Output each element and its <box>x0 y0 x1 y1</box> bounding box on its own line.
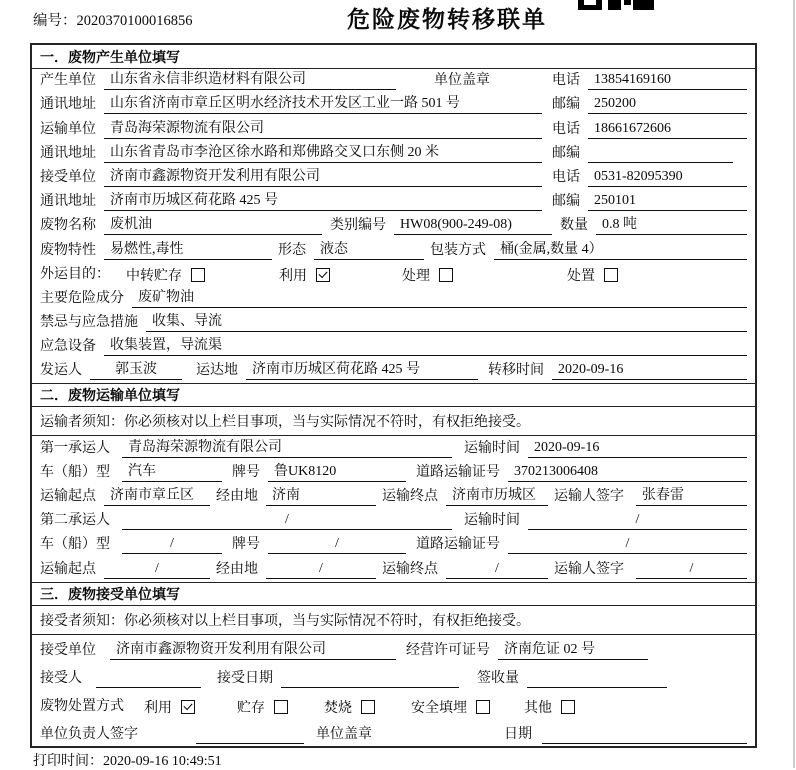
checkbox-treat-icon <box>439 268 453 282</box>
qr-block <box>633 0 654 10</box>
option-label: 贮存 <box>237 700 265 716</box>
vehicle2-license: / <box>508 535 747 554</box>
qr-code-fragment-icon <box>578 0 654 10</box>
row-route2 <box>32 557 755 581</box>
packing-label: 包装方式 <box>430 242 486 258</box>
purpose-option-treat <box>402 266 453 284</box>
option-label: 利用 <box>144 700 172 716</box>
shipper-value: 郭玉波 <box>90 361 182 380</box>
permit-label: 经营许可证号 <box>406 642 490 658</box>
row-producer-address <box>32 93 755 117</box>
option-label: 处置 <box>567 268 595 284</box>
vehicle-type-label: 车（船）型 <box>40 464 110 480</box>
row-waste-traits <box>32 238 755 262</box>
taboo-value: 收集、导流 <box>146 313 747 332</box>
vehicle2-type: / <box>122 535 222 554</box>
disposal-option-incinerate <box>324 698 375 716</box>
section2-notice: 运输者须知：你必须核对以上栏目事项，当与实际情况不符时，有权拒绝接受。 <box>32 407 755 436</box>
carrier2-label: 第二承运人 <box>40 513 110 529</box>
origin-label: 运输起点 <box>40 561 96 577</box>
option-label: 焚烧 <box>324 700 352 716</box>
purpose-label: 外运目的： <box>40 266 110 282</box>
seal-label: 单位盖章 <box>434 73 490 89</box>
producer-value: 山东省永信非织造材料有限公司 <box>104 71 396 90</box>
option-label: 安全填埋 <box>411 700 467 716</box>
row-shipper <box>32 359 755 383</box>
section2-heading: 二．废物运输单位填写 <box>32 383 755 407</box>
page-title: 危险废物转移联单 <box>347 7 547 32</box>
destination-value: 济南市历城区荷花路 425 号 <box>246 361 478 380</box>
print-time-value: 2020-09-16 10:49:51 <box>103 754 222 769</box>
route2-terminus: / <box>446 560 548 579</box>
receiver-postal: 250101 <box>588 192 747 211</box>
permit-value: 济南危证 02 号 <box>498 641 648 660</box>
via-label: 经由地 <box>216 489 258 504</box>
row-producer <box>32 69 755 93</box>
producer-phone: 13854169160 <box>588 71 747 90</box>
disposal-option-store <box>237 698 288 716</box>
transport-time-label: 运输时间 <box>464 440 520 456</box>
producer-address-value: 山东省济南市章丘区明水经济技术开发区工业一路 501 号 <box>104 95 542 114</box>
responsible-sign-value <box>196 726 304 744</box>
serial-label: 编号： <box>33 13 77 29</box>
transporter-address-value: 山东省青岛市李沧区徐水路和郑佛路交叉口东侧 20 米 <box>104 144 542 163</box>
receiver-phone: 0531-82095390 <box>588 168 747 187</box>
row-purpose <box>32 263 755 287</box>
hazard-value: 废矿物油 <box>132 289 747 308</box>
checkbox-incinerate-icon <box>361 700 375 714</box>
receiver-value: 济南市鑫源物资开发利用有限公司 <box>104 168 542 187</box>
disposal-label: 废物处置方式 <box>40 698 124 714</box>
transfer-manifest-form <box>30 43 757 748</box>
via-label: 经由地 <box>216 561 258 577</box>
phone-label: 电话 <box>552 73 580 89</box>
quantity-label: 数量 <box>560 218 588 234</box>
road-license-label: 道路运输证号 <box>416 537 500 553</box>
receiver-address-value: 济南市历城区荷花路 425 号 <box>104 192 542 211</box>
row-waste-name <box>32 214 755 238</box>
origin-label: 运输起点 <box>40 489 96 504</box>
disposal-option-use <box>144 698 195 716</box>
transfer-time-value: 2020-09-16 <box>552 361 747 380</box>
carrier2-time: / <box>528 511 747 530</box>
phone-label: 电话 <box>552 169 580 185</box>
option-label: 利用 <box>279 268 307 284</box>
checkbox-store-icon <box>274 700 288 714</box>
address-label: 通讯地址 <box>40 145 96 161</box>
producer-postal: 250200 <box>588 95 747 114</box>
purpose-option-use <box>279 266 330 284</box>
signed-qty-value <box>527 670 667 688</box>
route1-origin: 济南市章丘区 <box>104 487 210 506</box>
accept-person-label: 接受人 <box>40 670 82 686</box>
vehicle1-plate: 鲁UK8120 <box>268 463 406 482</box>
carrier1-time: 2020-09-16 <box>528 439 747 458</box>
sign-date-value <box>542 726 747 744</box>
address-label: 通讯地址 <box>40 97 96 113</box>
terminus-label: 运输终点 <box>382 561 438 577</box>
transporter-label: 运输单位 <box>40 121 96 137</box>
document-serial <box>33 9 193 30</box>
vehicle1-license: 370213006408 <box>508 463 747 482</box>
section1-heading: 一．废物产生单位填写 <box>32 45 755 69</box>
carrier2-value: / <box>122 511 452 530</box>
waste-name-value: 废机油 <box>104 216 322 235</box>
print-time-label: 打印时间： <box>33 754 103 769</box>
category-label: 类别编号 <box>330 218 386 234</box>
date-label: 日期 <box>504 726 532 742</box>
carrier-sign-label: 运输人签字 <box>554 489 624 504</box>
equipment-value: 收集装置，导流渠 <box>104 337 747 356</box>
signed-qty-label: 签收量 <box>477 670 519 686</box>
row-carrier1 <box>32 436 755 460</box>
transporter-postal <box>588 145 733 163</box>
row-acceptance <box>32 663 755 691</box>
route1-via: 济南 <box>266 487 376 506</box>
row-transporter <box>32 117 755 141</box>
row-transporter-address <box>32 142 755 166</box>
vehicle1-type: 汽车 <box>122 463 222 482</box>
quantity-value: 0.8 吨 <box>596 216 747 235</box>
row-vehicle1 <box>32 461 755 485</box>
vehicle2-plate: / <box>268 535 406 554</box>
checkbox-transfer-storage-icon <box>191 268 205 282</box>
row-receiver-address <box>32 190 755 214</box>
option-label: 处理 <box>402 268 430 284</box>
accept-unit-value: 济南市鑫源物资开发利用有限公司 <box>110 641 396 660</box>
checkbox-use-icon <box>181 700 195 714</box>
scan-page-edge <box>793 0 795 768</box>
route2-origin: / <box>104 560 210 579</box>
carrier-sign-label: 运输人签字 <box>554 561 624 577</box>
waste-traits-value: 易燃性,毒性 <box>104 241 272 260</box>
postal-label: 邮编 <box>552 97 580 113</box>
option-label: 其他 <box>524 700 552 716</box>
qr-block <box>624 0 631 5</box>
row-route1 <box>32 485 755 509</box>
serial-number: 2020370100016856 <box>76 13 193 29</box>
address-label: 通讯地址 <box>40 194 96 210</box>
route1-signature: 张春雷 <box>636 487 747 506</box>
terminus-label: 运输终点 <box>382 489 438 504</box>
route2-via: / <box>266 560 376 579</box>
accept-person-value <box>96 670 201 688</box>
checkbox-other-icon <box>561 700 575 714</box>
row-accept-unit <box>32 635 755 663</box>
disposal-option-landfill <box>411 698 490 716</box>
plate-label: 牌号 <box>232 464 260 480</box>
equipment-label: 应急设备 <box>40 339 96 355</box>
form-value: 液态 <box>314 241 424 260</box>
route2-signature: / <box>636 560 747 579</box>
unit-seal-label: 单位盖章 <box>316 726 372 742</box>
packing-value: 桶(金属,数量 4） <box>494 241 747 260</box>
row-carrier2 <box>32 509 755 533</box>
carrier1-value: 青岛海荣源物流有限公司 <box>122 439 452 458</box>
waste-traits-label: 废物特性 <box>40 242 96 258</box>
destination-label: 运达地 <box>196 363 238 379</box>
plate-label: 牌号 <box>232 537 260 553</box>
responsible-sign-label: 单位负责人签字 <box>40 726 138 742</box>
row-responsible-signature <box>32 719 755 747</box>
waste-name-label: 废物名称 <box>40 218 96 234</box>
carrier1-label: 第一承运人 <box>40 440 110 456</box>
transporter-value: 青岛海荣源物流有限公司 <box>104 120 542 139</box>
row-disposal-method <box>32 691 755 719</box>
form-label: 形态 <box>278 242 306 258</box>
purpose-option-storage <box>126 266 205 284</box>
category-value: HW08(900-249-08) <box>394 216 552 235</box>
taboo-label: 禁忌与应急措施 <box>40 315 138 331</box>
disposal-option-other <box>524 698 575 716</box>
phone-label: 电话 <box>552 121 580 137</box>
postal-label: 邮编 <box>552 194 580 210</box>
checkbox-use-icon <box>316 268 330 282</box>
road-license-label: 道路运输证号 <box>416 464 500 480</box>
qr-block <box>578 0 602 10</box>
route1-terminus: 济南市历城区 <box>446 487 548 506</box>
transfer-time-label: 转移时间 <box>488 363 544 379</box>
purpose-option-dispose <box>567 266 618 284</box>
receiver-label: 接受单位 <box>40 169 96 185</box>
checkbox-dispose-icon <box>604 268 618 282</box>
qr-block <box>608 0 621 10</box>
row-emergency-equipment <box>32 335 755 359</box>
hazard-label: 主要危险成分 <box>40 290 124 306</box>
accept-date-label: 接受日期 <box>217 670 273 686</box>
row-receiver <box>32 166 755 190</box>
postal-label: 邮编 <box>552 145 580 161</box>
producer-label: 产生单位 <box>40 73 96 89</box>
shipper-label: 发运人 <box>40 363 82 379</box>
row-taboo-measures <box>32 311 755 335</box>
row-hazard-component <box>32 287 755 311</box>
accept-date-value <box>281 670 459 688</box>
print-time <box>33 750 222 770</box>
vehicle-type-label: 车（船）型 <box>40 537 110 553</box>
row-vehicle2 <box>32 533 755 557</box>
accept-unit-label: 接受单位 <box>40 642 96 658</box>
section3-heading: 三．废物接受单位填写 <box>32 582 755 606</box>
transport-time-label: 运输时间 <box>464 513 520 529</box>
checkbox-landfill-icon <box>476 700 490 714</box>
transporter-phone: 18661672606 <box>588 120 747 139</box>
section3-notice: 接受者须知：你必须核对以上栏目事项，当与实际情况不符时，有权拒绝接受。 <box>32 606 755 635</box>
option-label: 中转贮存 <box>126 268 182 284</box>
